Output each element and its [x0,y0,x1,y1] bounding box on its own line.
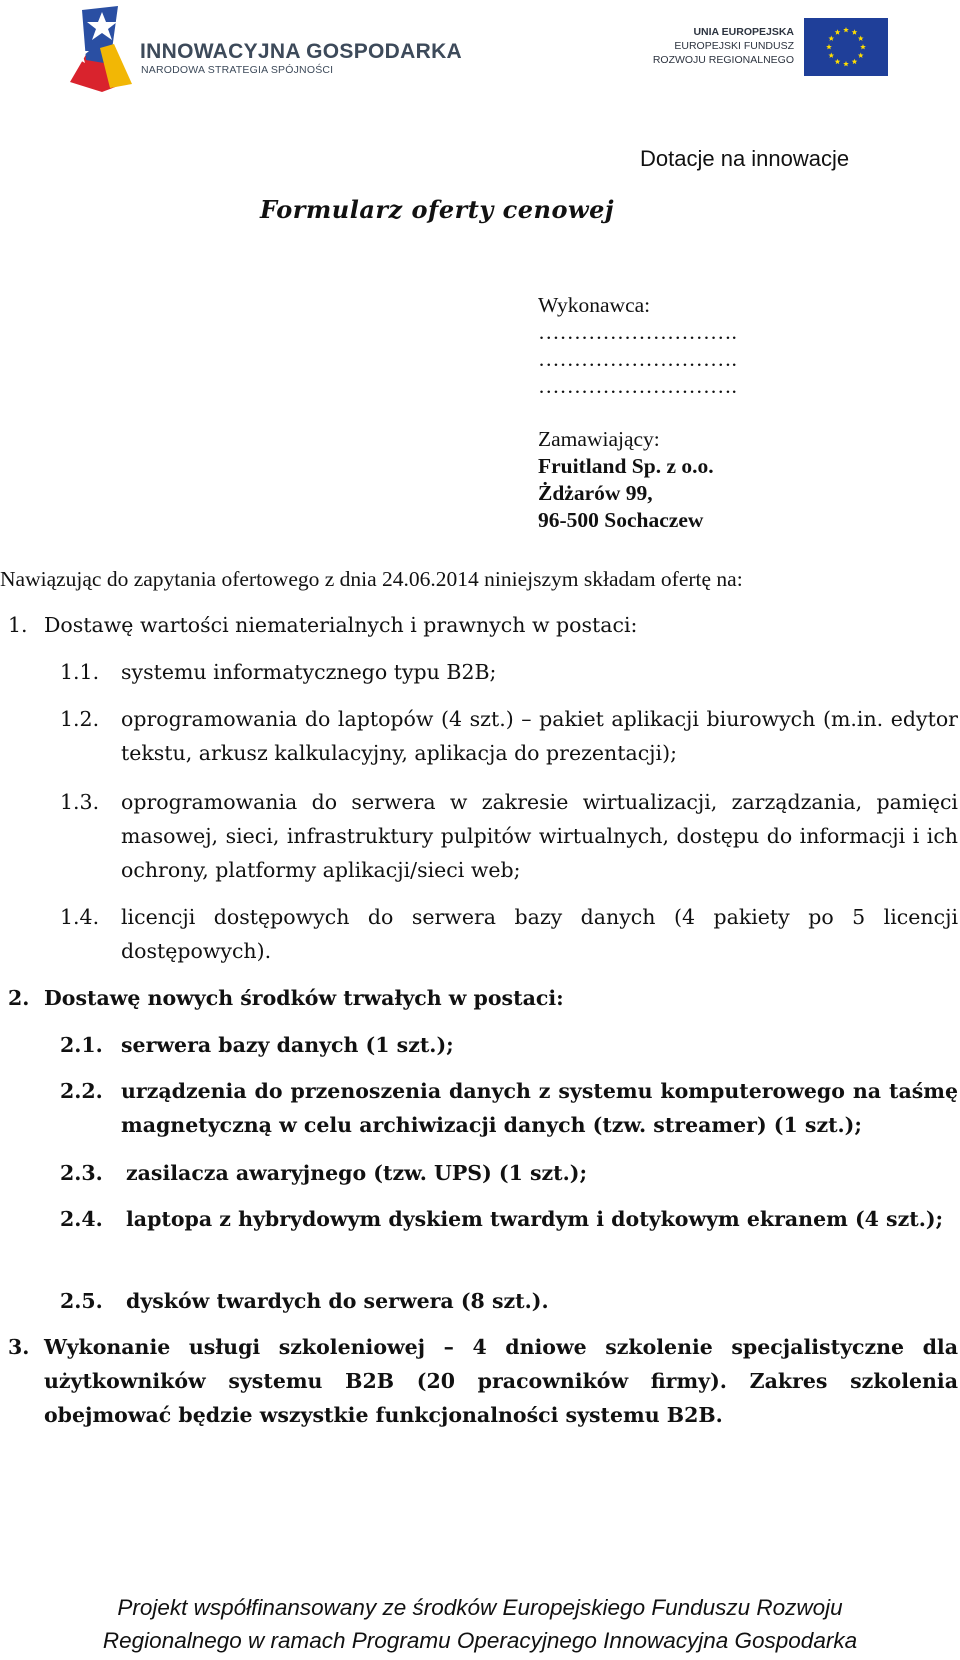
item-number: 2.1. [60,1033,103,1057]
item-number: 1.4. [60,905,100,929]
list-item [0,1284,958,1318]
item-number: 1.1. [60,660,100,684]
item-number: 1.3. [60,790,100,814]
item-number: 2.3. [60,1161,103,1185]
list-item [0,785,958,887]
item-text: dysków twardych do serwera (8 szt.). [126,1289,549,1313]
item-number: 2. [8,986,30,1010]
innowacyjna-gospodarka-logo [62,4,462,94]
list-item [0,981,958,1015]
contractor-line: ………………………. [538,347,737,371]
contractor-label: Wykonawca: [538,293,651,317]
list-item [0,608,958,642]
item-text: licencji dostępowych do serwera bazy danych (4 pakiety po 5 licencji dostępowych). [121,905,958,963]
orderer-block [538,426,714,534]
eu-logo [630,18,890,80]
footer-line2: Regionalnego w ramach Programu Operacyjnego Innowacyjna Gospodarka [102,1628,858,1653]
list-item [0,1156,958,1190]
list-item [0,1074,958,1142]
logo-title: INNOWACYJNA GOSPODARKA [140,40,463,63]
contractor-block [538,292,737,400]
orderer-city: 96-500 Sochaczew [538,508,704,532]
item-text: oprogramowania do laptopów (4 szt.) – pakiet aplikacji biurowych (m.in. edytor tekstu, arkusz kalkulacyjny, aplikacja do prezentacji); [121,707,958,765]
item-number: 2.5. [60,1289,103,1313]
item-text: systemu informatycznego typu B2B; [121,660,497,684]
footer-line1: Projekt współfinansowany ze środków Europejskiego Funduszu Rozwoju [117,1595,843,1620]
list-item [0,1330,958,1432]
item-number: 2.4. [60,1207,103,1231]
eu-logo-line3: ROZWOJU REGIONALNEGO [652,54,794,66]
page-title: Formularz oferty cenowej [260,195,615,224]
item-number: 3. [8,1335,30,1359]
item-text: laptopa z hybrydowym dyskiem twardym i dotykowym ekranem (4 szt.); [126,1207,944,1231]
list-item [0,702,958,770]
tagline: Dotacje na innowacje [640,146,850,171]
item-text: serwera bazy danych (1 szt.); [121,1033,454,1057]
star-emblem-icon [62,4,140,94]
list-item [0,1202,958,1236]
item-text: zasilacza awaryjnego (tzw. UPS) (1 szt.); [126,1161,588,1185]
eu-flag-icon [804,18,888,76]
list-item [0,655,958,689]
orderer-label: Zamawiający: [538,427,660,451]
item-text: Dostawę nowych środków trwałych w postaci: [44,986,564,1010]
item-number: 1. [8,613,28,637]
orderer-name: Fruitland Sp. z o.o. [538,454,714,478]
item-text: oprogramowania do serwera w zakresie wirtualizacji, zarządzania, pamięci masowej, sieci, infrastruktury pulpitów wirtualnych, dostępu do informacji i ich ochrony, platformy aplikacji/sieci web; [121,790,958,882]
logo-subtitle: NARODOWA STRATEGIA SPÓJNOŚCI [141,64,334,76]
eu-logo-line2: EUROPEJSKI FUNDUSZ [674,40,794,52]
eu-logo-line1: UNIA EUROPEJSKA [693,26,794,38]
contractor-line: ………………………. [538,374,737,398]
contractor-line: ………………………. [538,320,737,344]
list-item [0,900,958,968]
item-number: 2.2. [60,1079,103,1103]
item-text: Wykonanie usługi szkoleniowej – 4 dniowe szkolenie specjalistyczne dla użytkowników systemu B2B (20 pracowników firmy). Zakres szkolenia obejmować będzie wszystkie funkcjonalności systemu B2B. [44,1335,958,1427]
list-item [0,1028,958,1062]
intro-text: Nawiązując do zapytania ofertowego z dnia 24.06.2014 niniejszym składam ofertę na: [0,567,743,591]
footer [0,1591,960,1657]
item-text: Dostawę wartości niematerialnych i prawnych w postaci: [44,613,638,637]
item-text: urządzenia do przenoszenia danych z systemu komputerowego na taśmę magnetyczną w celu archiwizacji danych (tzw. streamer) (1 szt.); [121,1079,958,1137]
orderer-street: Żdżarów 99, [538,481,653,505]
item-number: 1.2. [60,707,100,731]
